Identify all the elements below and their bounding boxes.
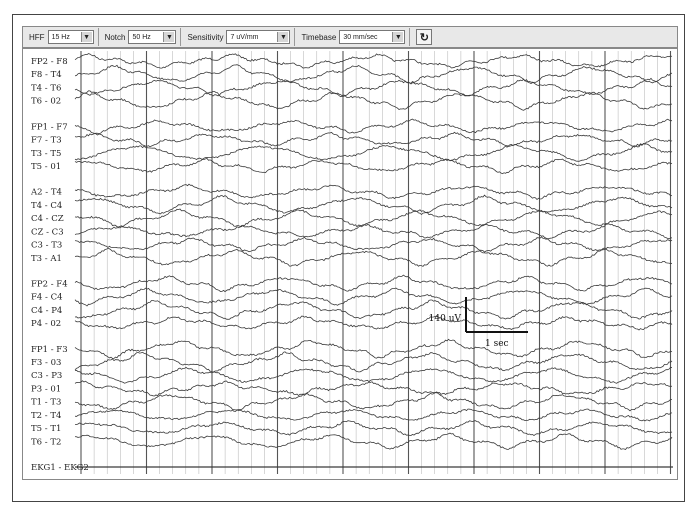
eeg-trace <box>75 339 672 358</box>
channel-label: T2 - T4 <box>31 410 62 421</box>
channel-label: FP2 - F8 <box>31 57 68 67</box>
eeg-trace <box>75 249 672 267</box>
toolbar-divider <box>180 28 181 46</box>
calibration-amplitude-label: 140 uV <box>428 314 461 324</box>
eeg-trace <box>75 54 672 69</box>
timebase-label: Timebase <box>301 32 337 42</box>
eeg-trace <box>75 352 672 373</box>
channel-label: F7 - T3 <box>31 135 62 146</box>
channel-label: FP1 - F7 <box>31 122 68 133</box>
refresh-icon: ↻ <box>419 31 429 44</box>
trace-layer <box>75 54 673 467</box>
eeg-toolbar <box>22 26 678 48</box>
toolbar-divider <box>294 28 295 46</box>
eeg-trace <box>75 367 672 383</box>
sensitivity-label: Sensitivity <box>187 32 224 42</box>
channel-label: T5 - T1 <box>31 424 62 435</box>
channel-label: EKG1 - EKG2 <box>31 463 89 473</box>
eeg-trace <box>75 409 672 421</box>
channel-labels <box>30 57 89 473</box>
channel-label: T5 - 01 <box>31 162 62 172</box>
chevron-down-icon[interactable]: ▼ <box>392 32 403 42</box>
eeg-trace <box>75 78 672 96</box>
eeg-trace <box>75 275 672 292</box>
eeg-trace <box>75 433 672 449</box>
eeg-trace <box>75 421 672 436</box>
sensitivity-value: 7 uV/mm <box>230 33 259 41</box>
channel-label: A2 - T4 <box>31 187 62 198</box>
chevron-down-icon[interactable]: ▼ <box>163 32 174 42</box>
eeg-trace <box>75 159 672 174</box>
channel-label: FP2 - F4 <box>31 279 68 290</box>
notch-value: 50 Hz <box>132 33 151 41</box>
eeg-trace <box>75 91 672 111</box>
channel-label: FP1 - F3 <box>31 344 68 355</box>
channel-label: T4 - C4 <box>31 200 63 211</box>
eeg-trace <box>75 316 672 330</box>
channel-label: T6 - T2 <box>31 437 62 448</box>
sensitivity-select[interactable] <box>226 30 290 44</box>
eeg-trace <box>75 224 672 239</box>
channel-label: T3 - T5 <box>31 148 62 159</box>
eeg-trace-panel <box>22 48 678 480</box>
chevron-down-icon[interactable]: ▼ <box>277 32 288 42</box>
eeg-trace <box>75 144 672 162</box>
eeg-trace <box>75 237 672 252</box>
notch-select[interactable] <box>128 30 176 44</box>
eeg-trace <box>75 209 672 227</box>
channel-label: T3 - A1 <box>31 253 62 264</box>
hff-value: 15 Hz <box>51 33 70 41</box>
channel-label: F8 - T4 <box>31 70 62 81</box>
channel-label: T6 - 02 <box>31 96 62 107</box>
channel-label: C3 - T3 <box>31 240 63 251</box>
eeg-trace <box>75 184 672 199</box>
eeg-traces <box>23 49 677 479</box>
hff-label: HFF <box>29 32 45 42</box>
eeg-trace <box>75 132 672 147</box>
channel-label: F3 - 03 <box>31 358 62 368</box>
refresh-button[interactable] <box>416 29 432 45</box>
channel-label: C3 - P3 <box>31 371 63 382</box>
eeg-trace <box>75 381 672 396</box>
chevron-down-icon[interactable]: ▼ <box>81 32 92 42</box>
channel-label: C4 - P4 <box>31 305 63 316</box>
timebase-value: 30 mm/sec <box>343 33 378 41</box>
eeg-trace <box>75 393 672 411</box>
channel-label: C4 - CZ <box>31 214 64 225</box>
channel-label: P4 - 02 <box>31 319 62 330</box>
hff-select[interactable] <box>48 30 94 44</box>
channel-label: P3 - 01 <box>31 384 62 395</box>
eeg-trace <box>75 195 672 214</box>
toolbar-divider <box>98 28 99 46</box>
eeg-trace <box>75 119 672 134</box>
channel-label: CZ - C3 <box>31 227 64 238</box>
timebase-select[interactable] <box>339 30 405 44</box>
channel-label: T4 - T6 <box>31 83 62 94</box>
calibration-time-label: 1 sec <box>485 339 509 349</box>
toolbar-divider <box>409 28 410 46</box>
channel-label: T1 - T3 <box>31 397 62 408</box>
notch-label: Notch <box>104 32 126 42</box>
channel-label: F4 - C4 <box>31 292 63 303</box>
